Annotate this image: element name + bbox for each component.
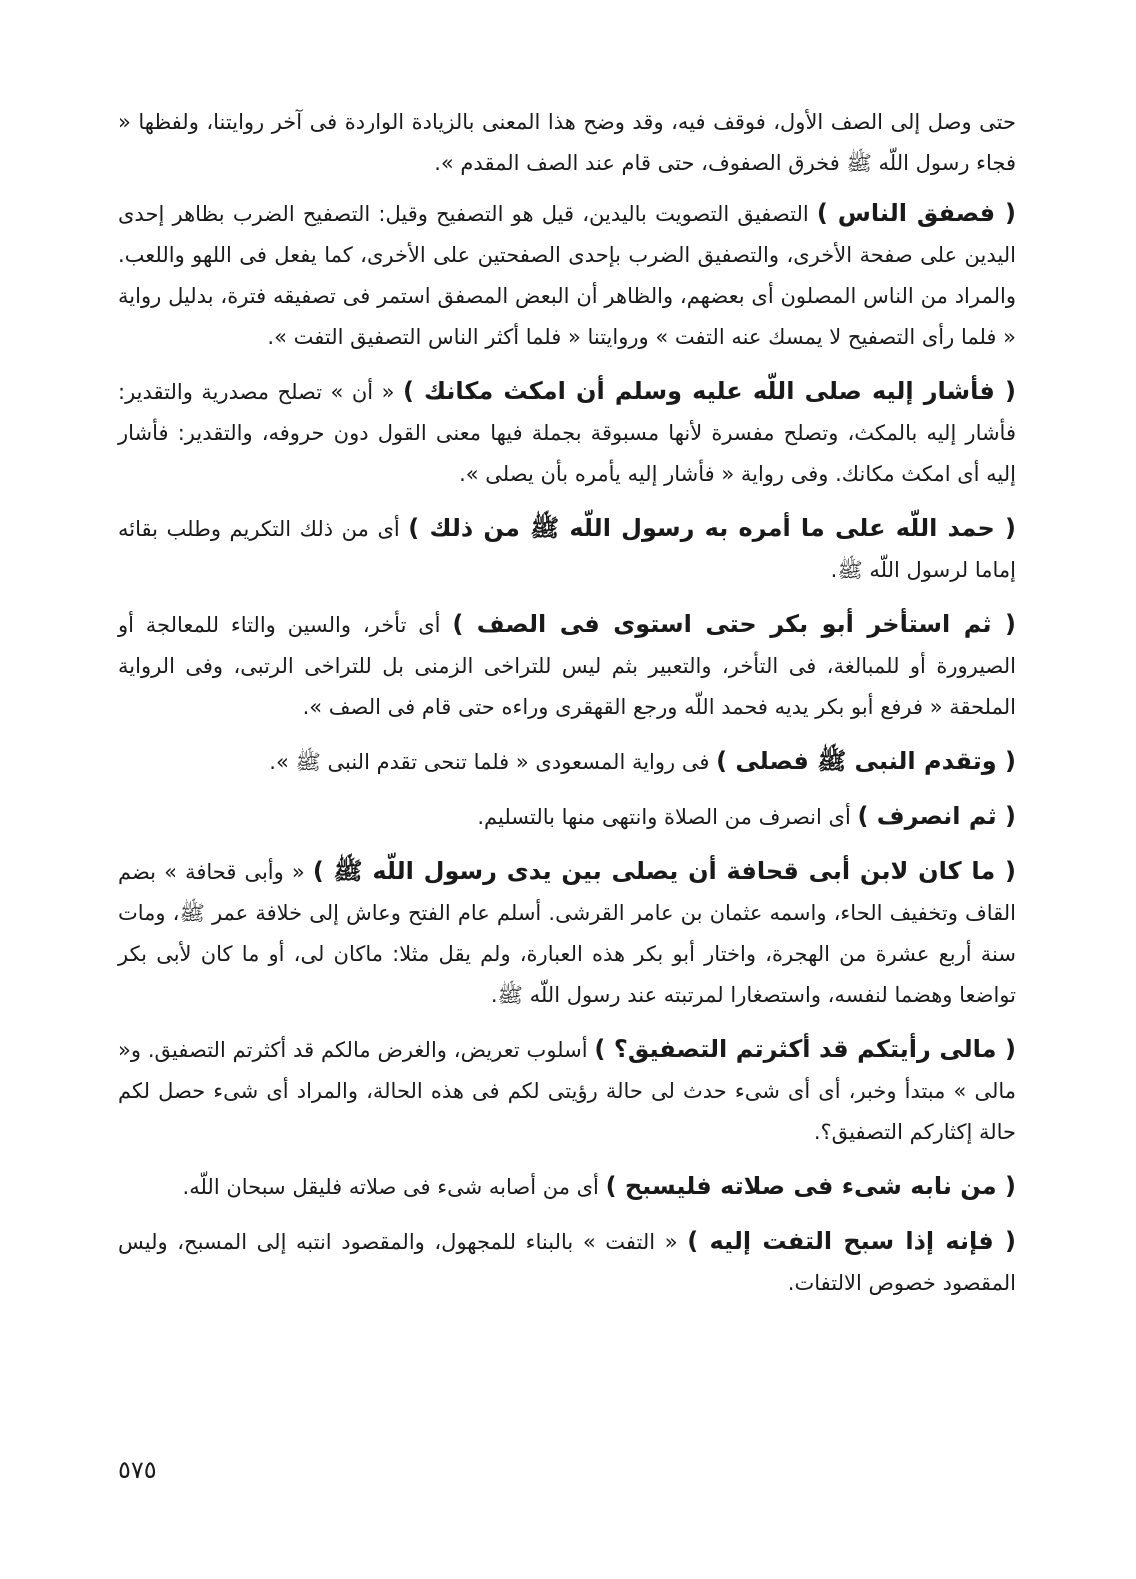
paragraph-6-text: فى رواية المسعودى « فلما تنحى تقدم النبى ﷺ ». bbox=[269, 750, 717, 774]
paragraph-7 bbox=[118, 796, 1016, 838]
paragraph-8-text: « وأبى قحافة » بضم القاف وتخفيف الحاء، واسمه عثمان بن عامر القرشى. أسلم عام الفتح وعاش إلى خلافة عمر ﷺ، ومات سنة أربع عشرة من الهجرة، واختار أبو بكر هذه العبارة، ولم يقل مثلا: ماكان لى، أو ما كان لأبى بكر تواضعا وهضما لنفسه، واستصغارا لمرتبته عند رسول اللّه ﷺ. bbox=[118, 860, 1016, 1007]
paragraph-9 bbox=[118, 1029, 1016, 1153]
paragraph-11 bbox=[118, 1221, 1016, 1304]
paragraph-4 bbox=[118, 508, 1016, 591]
paragraph-8-heading: ( ما كان لابن أبى قحافة أن يصلى بين يدى رسول اللّه ﷺ ) bbox=[312, 857, 1017, 885]
paragraph-10-heading: ( من نابه شىء فى صلاته فليسبح ) bbox=[605, 1172, 1016, 1200]
paragraph-11-text: « التفت » بالبناء للمجهول، والمقصود انتبه إلى المسبح، وليس المقصود خصوص الالتفات. bbox=[118, 1230, 1016, 1295]
paragraph-10-text: أى من أصابه شىء فى صلاته فليقل سبحان اللّه. bbox=[182, 1175, 606, 1199]
paragraph-11-heading: ( فإنه إذا سبح التفت إليه ) bbox=[687, 1227, 1016, 1255]
paragraph-4-text: أى من ذلك التكريم وطلب بقائه إماما لرسول اللّه ﷺ. bbox=[118, 517, 1016, 582]
paragraph-1-text: حتى وصل إلى الصف الأول، فوقف فيه، وقد وضح هذا المعنى بالزيادة الواردة فى آخر روايتنا، ولفظها « فجاء رسول اللّه ﷺ فخرق الصفوف، حتى قام عند الصف المقدم ». bbox=[118, 110, 1016, 175]
page-number: ٥٧٥ bbox=[118, 1456, 157, 1484]
paragraph-7-heading: ( ثم انصرف ) bbox=[857, 802, 1016, 830]
paragraph-5 bbox=[118, 604, 1016, 728]
paragraph-3-heading: ( فأشار إليه صلى اللّه عليه وسلم أن امكث مكانك ) bbox=[402, 377, 1017, 405]
paragraph-10 bbox=[118, 1166, 1016, 1208]
page-body bbox=[118, 102, 1016, 1317]
paragraph-5-heading: ( ثم استأخر أبو بكر حتى استوى فى الصف ) bbox=[452, 610, 1016, 638]
paragraph-1 bbox=[118, 102, 1016, 184]
paragraph-2-text: التصفيق التصويت باليدين، قيل هو التصفيح وقيل: التصفيح الضرب بظاهر إحدى اليدين على صفحة الأخرى، والتصفيق الضرب بإحدى الصفحتين على الأخرى، كما يفعل فى اللهو واللعب. والمراد من الناس المصلون أى بعضهم، والظاهر أن البعض المصفق استمر فى تصفيقه فترة، بدليل رواية « فلما رأى التصفيح لا يمسك عنه التفت » وروايتنا « فلما أكثر الناس التصفيق التفت ». bbox=[118, 202, 1016, 349]
paragraph-2-heading: ( فصفق الناس ) bbox=[816, 199, 1017, 227]
paragraph-2 bbox=[118, 193, 1016, 358]
paragraph-8 bbox=[118, 851, 1016, 1016]
paragraph-6 bbox=[118, 741, 1016, 783]
paragraph-7-text: أى انصرف من الصلاة وانتهى منها بالتسليم. bbox=[477, 805, 858, 829]
paragraph-3 bbox=[118, 371, 1016, 495]
paragraph-3-text: « أن » تصلح مصدرية والتقدير: فأشار إليه بالمكث، وتصلح مفسرة لأنها مسبوقة بجملة فيها معنى القول دون حروفه، والتقدير: فأشار إليه أى امكث مكانك. وفى رواية « فأشار إليه يأمره بأن يصلى ». bbox=[118, 380, 1016, 486]
paragraph-4-heading: ( حمد اللّه على ما أمره به رسول اللّه ﷺ من ذلك ) bbox=[408, 514, 1017, 542]
paragraph-6-heading: ( وتقدم النبى ﷺ فصلى ) bbox=[716, 747, 1016, 775]
paragraph-9-heading: ( مالى رأيتكم قد أكثرتم التصفيق؟ ) bbox=[594, 1035, 1016, 1063]
paragraph-5-text: أى تأخر، والسين والتاء للمعالجة أو الصيرورة أو للمبالغة، فى التأخر، والتعبير بثم ليس للتراخى الزمنى بل للتراخى الرتبى، وفى الرواية الملحقة « فرفع أبو بكر يديه فحمد اللّه ورجع القهقرى وراءه حتى قام فى الصف ». bbox=[118, 613, 1016, 719]
paragraph-9-text: أسلوب تعريض، والغرض مالكم قد أكثرتم التصفيق. و« مالى » مبتدأ وخبر، أى أى شىء حدث لى حالة رؤيتى لكم فى هذه الحالة، والمراد أى شىء حصل لكم حالة إكثاركم التصفيق؟. bbox=[118, 1038, 1016, 1144]
